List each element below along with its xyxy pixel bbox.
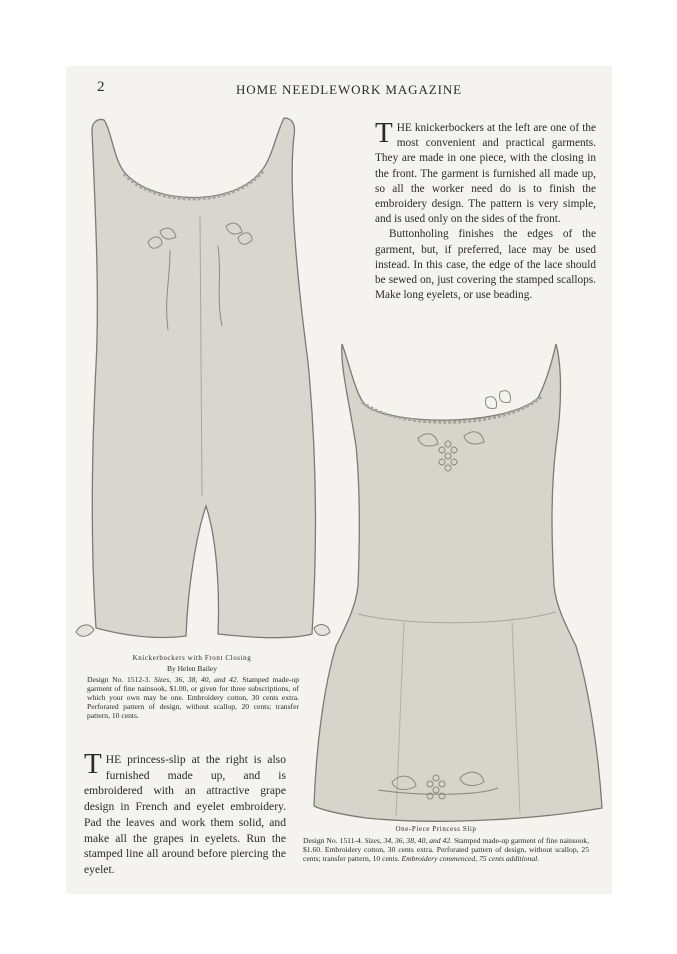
drop-cap: T xyxy=(84,748,102,780)
knickerbockers-caption-title: Knickerbockers with Front Closing xyxy=(132,654,252,662)
running-head: HOME NEEDLEWORK MAGAZINE xyxy=(236,82,462,97)
knickerbockers-illustration xyxy=(76,118,330,638)
princess-slip-paragraph-1: HE princess-slip at the right is also furnished made up, and is embroidered with an attractive grape design in French and eyelet embroidery. Pad the leaves and work them solid, and make all the grapes in eyelets. Run the stamped line all around before piercing the eyelet. xyxy=(84,753,286,876)
princess-slip-caption-details xyxy=(303,836,589,863)
page-number: 2 xyxy=(97,79,105,95)
knickerbockers-caption-byline: By Helen Bailey xyxy=(167,664,217,673)
pricing-details: Stamped made-up garment of fine nainsook, $1.60. Embroidery cotton, 30 cents extra. Perforated pattern of design, without scallop, 25 cents; transfer pattern, 10 cents. xyxy=(303,836,589,863)
design-number: Design No. 1511-4. xyxy=(303,836,363,845)
princess-slip-illustration xyxy=(314,344,602,821)
pricing-details: Stamped made-up garment of fine nainsook, $1.00, or given for three subscriptions, of which your own may be one. Embroidery cotton, 30 cents extra. Perforated pattern of design, without scallop, 20 cents; transfer pattern, 10 cents. xyxy=(87,675,300,720)
design-number: Design No. 1512-3. xyxy=(87,675,151,684)
drop-cap: T xyxy=(375,117,393,149)
magazine-page xyxy=(66,66,612,894)
princess-slip-article xyxy=(84,748,286,878)
princess-slip-caption-title: One-Piece Princess Slip xyxy=(395,825,477,833)
knickerbockers-article xyxy=(375,117,596,303)
knickerbockers-paragraph-1: HE knickerbockers at the left are one of the most convenient and practical garments. They are made in one piece, with the closing in the front. The garment is furnished all made up, so all the worker need do is to finish the embroidery design. The pattern is very simple, and is used only on the sides of the front. xyxy=(375,122,596,226)
sizes: Sizes, 36, 38, 40, and 42. xyxy=(154,675,239,684)
embroidery-commenced-note: Embroidery commenced, 75 cents additional. xyxy=(401,854,540,863)
sizes: Sizes, 34, 36, 38, 40, and 42. xyxy=(364,836,453,845)
knickerbockers-paragraph-2: Buttonholing finishes the edges of the garment, but, if preferred, lace may be used instead. In this case, the edge of the lace should be sewed on, just covering the stamped scallops. Make long eyelets, or use beading. xyxy=(375,228,596,302)
knickerbockers-caption-details xyxy=(87,675,299,720)
